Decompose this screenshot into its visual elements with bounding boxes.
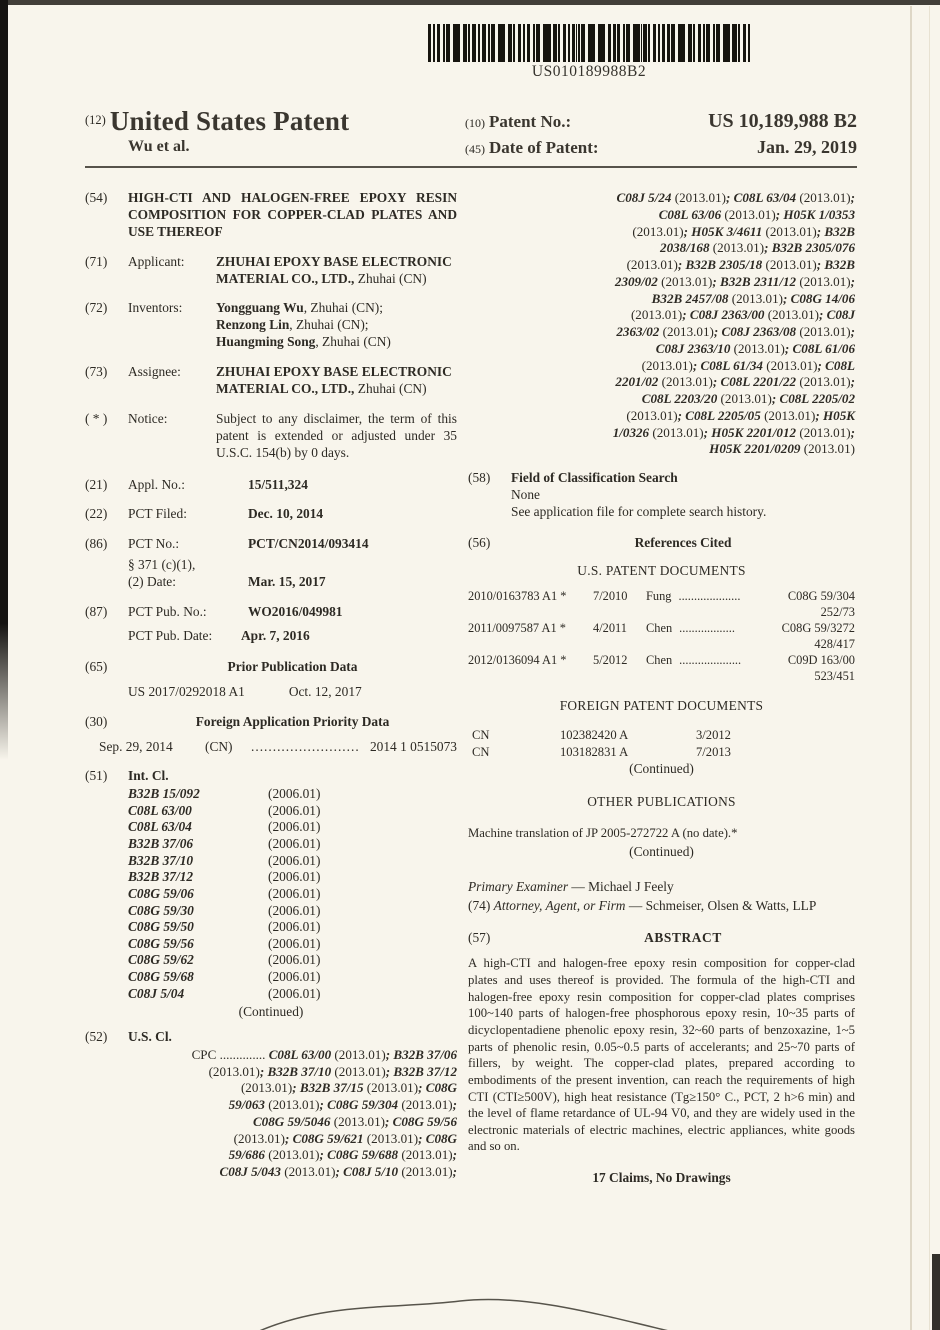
dot-leader: .........................: [251, 739, 360, 755]
int-cl-entry: C08J 5/04 (2006.01): [128, 985, 321, 1001]
field-search-heading: Field of Classification Search: [511, 470, 678, 485]
field-search-note: See application file for complete search history.: [511, 503, 767, 519]
masthead-left: [85, 106, 349, 162]
foreign-priority-heading-row: (30) Foreign Application Priority Data: [85, 714, 457, 731]
cpc-line: 2038/168 (2013.01); B32B 2305/076: [660, 240, 855, 256]
int-cl-list: [85, 786, 457, 1002]
inventor: Huangming Song, Zhuhai (CN): [216, 334, 391, 350]
pct-pub-date-row: [85, 628, 457, 645]
inventor: Yongguang Wu, Zhuhai (CN);: [216, 300, 383, 316]
masthead-right: [465, 106, 857, 162]
inventors-value: [216, 300, 457, 351]
cpc-line: C08G 59/5046 (2013.01); C08G 59/56: [252, 1113, 457, 1129]
cpc-line: B32B 2457/08 (2013.01); C08G 14/06: [651, 290, 855, 306]
pct-no-value: PCT/CN2014/093414: [248, 536, 369, 552]
cpc-line: (2013.01); B32B 2305/18 (2013.01); B32B: [626, 257, 855, 272]
int-cl-heading: Int. Cl.: [128, 768, 169, 784]
abstract-heading-row: (57) ABSTRACT: [468, 930, 855, 947]
cpc-line: C08J 2363/10 (2013.01); C08L 61/06: [655, 340, 855, 356]
us-cl-heading-row: (52) U.S. Cl.: [85, 1029, 457, 1046]
cpc-line: (2013.01); B32B 37/15 (2013.01); C08G: [240, 1080, 457, 1096]
us-references-list: [468, 589, 855, 684]
prior-pub-heading: Prior Publication Data: [227, 658, 358, 674]
int-cl-continued: (Continued): [238, 1004, 304, 1020]
appl-no-row: (21) Appl. No.: 15/511,324: [85, 477, 457, 494]
pct-no-label: PCT No.:: [128, 536, 180, 552]
references-heading: References Cited: [634, 534, 732, 550]
pct-filed-label: PCT Filed:: [128, 506, 187, 522]
pct-pub-no-value: WO2016/049981: [248, 604, 343, 620]
priority-country: (CN): [205, 739, 233, 755]
foreign-reference: CN 103182831 A 7/2013: [472, 744, 731, 759]
scan-artifact-corner: [932, 1254, 940, 1330]
int-cl-entry: C08G 59/56 (2006.01): [128, 935, 321, 951]
priority-data-line: [85, 739, 457, 756]
foreign-priority-heading: Foreign Application Priority Data: [195, 713, 390, 729]
other-publications-heading: OTHER PUBLICATIONS: [587, 793, 736, 809]
kind-code: (12): [85, 113, 106, 127]
int-cl-heading-row: (51) Int. Cl.: [85, 768, 457, 785]
cpc-line: C08L 2203/20 (2013.01); C08L 2205/02: [641, 391, 855, 406]
prior-pub-data: [85, 684, 457, 701]
cpc-line: C08L 63/06 (2013.01); H05K 1/0353: [658, 206, 855, 222]
other-continued: (Continued): [629, 843, 694, 859]
scan-artifact-page-edge: [910, 6, 912, 1330]
priority-date: Sep. 29, 2014: [99, 739, 173, 755]
abstract-text: A high-CTI and halogen-free epoxy resin composition for copper-clad plates and uses thereof is provided. The formula of the high-CTI and halogen-free epoxy resin composition for copper-clad plates comprises 100~140 parts of halogen-free phosphorous epoxy resin, 10~35 parts of dicyclopentadiene phenolic epoxy resin, 32~60 parts of benzoxazine, 1~5 parts of phenolic resin, 0.05~0.5 parts of accelerants; and 25~70 parts of fillers, by weight. The copper-clad plates, prepared according to embodiments of the present invention, can reach the requirements of high CTI (CTI≥500V), high heat resistance (Tg≥150° C., PCT, 2 h>6 min) and the level of flame retardance of UL-94 V0, and they are widely used in the electronic materials of electric machines, electric appliances, white goods and so on.: [468, 956, 855, 1154]
date-code: (45): [465, 142, 485, 156]
notice-label: Notice:: [128, 410, 168, 426]
us-reference: 2012/0136094 A1 * 5/2012 Chen .................... C09D 163/00 523/451: [468, 653, 855, 683]
cpc-line: 1/0326 (2013.01); H05K 2201/012 (2013.01);: [612, 424, 855, 440]
cpc-continuation: [468, 190, 855, 458]
cpc-list: [85, 1047, 457, 1181]
pct-pub-no-label: PCT Pub. No.:: [128, 604, 207, 620]
assignee-row: (73) Assignee: ZHUHAI EPOXY BASE ELECTRONIC MATERIAL CO., LTD., Zhuhai (CN): [85, 364, 457, 398]
pct-filed-value: Dec. 10, 2014: [248, 506, 324, 522]
field-search-none: None: [511, 486, 541, 502]
int-cl-entry: C08L 63/04 (2006.01): [128, 819, 321, 835]
int-cl-entry: B32B 37/10 (2006.01): [128, 852, 321, 868]
notice-text: Subject to any disclaimer, the term of this patent is extended or adjusted under 35 U.S.C. 154(b) by 0 days.: [216, 410, 457, 460]
int-cl-entry: B32B 37/06 (2006.01): [128, 836, 321, 852]
cpc-line: C08J 5/043 (2013.01); C08J 5/10 (2013.01);: [219, 1164, 457, 1180]
cpc-line: 59/063 (2013.01); C08G 59/304 (2013.01);: [228, 1097, 457, 1113]
pct-pub-date-label: PCT Pub. Date:: [128, 627, 213, 643]
examiner-name: — Michael J Feely: [571, 878, 674, 894]
claims-line: 17 Claims, No Drawings: [592, 1170, 731, 1186]
cpc-line: (2013.01); C08L 61/34 (2013.01); C08L: [641, 357, 855, 373]
prior-pub-heading-row: (65) Prior Publication Data: [85, 659, 457, 676]
barcode-number: US010189988B2: [531, 63, 647, 80]
int-cl-entry: C08G 59/62 (2006.01): [128, 952, 321, 968]
foreign-continued: (Continued): [629, 761, 694, 777]
other-publication: Machine translation of JP 2005-272722 A (no date).*: [468, 825, 738, 840]
s371-row: [85, 557, 457, 591]
primary-examiner-line: [468, 879, 855, 896]
us-reference: 2011/0097587 A1 * 4/2011 Chen .................. C08G 59/3272 428/417: [468, 621, 855, 651]
examiner-label: Primary Examiner: [468, 878, 569, 894]
page-title: United States Patent: [109, 106, 350, 136]
pct-pub-no-row: (87) PCT Pub. No.: WO2016/049981: [85, 604, 457, 621]
right-column: [468, 190, 855, 1187]
appl-no-value: 15/511,324: [248, 476, 308, 492]
cpc-line: C08J 5/24 (2013.01); C08L 63/04 (2013.01);: [616, 190, 855, 205]
invention-title-row: (54) HIGH-CTI AND HALOGEN-FREE EPOXY RESIN COMPOSITION FOR COPPER-CLAD PLATES AND USE THEREOF: [85, 190, 457, 239]
inventor-short-name: Wu et al.: [128, 138, 190, 155]
abstract-heading: ABSTRACT: [644, 929, 722, 945]
field-search-row: (58) Field of Classification Search None See application file for complete search history.: [468, 470, 855, 521]
attorney-label: Attorney, Agent, or Firm: [493, 897, 626, 913]
cpc-line: (2013.01); H05K 3/4611 (2013.01); B32B: [632, 223, 855, 239]
patent-no-code: (10): [465, 116, 485, 130]
cpc-line: 2363/02 (2013.01); C08J 2363/08 (2013.01);: [616, 324, 855, 339]
inventors-label: Inventors:: [128, 300, 183, 316]
cpc-line: (2013.01); C08G 59/621 (2013.01); C08G: [233, 1130, 457, 1146]
cpc-line: (2013.01); B32B 37/10 (2013.01); B32B 37/12: [208, 1063, 457, 1079]
attorney-code: (74): [468, 897, 491, 913]
cpc-line: (2013.01); C08L 2205/05 (2013.01); H05K: [626, 407, 855, 423]
cpc-line: H05K 2201/0209 (2013.01): [709, 441, 855, 457]
pct-no-row: (86) PCT No.: PCT/CN2014/093414: [85, 536, 457, 553]
cpc-line: (2013.01); C08J 2363/00 (2013.01); C08J: [630, 307, 855, 323]
inventor: Renzong Lin, Zhuhai (CN);: [216, 317, 369, 333]
us-patent-documents-heading: U.S. PATENT DOCUMENTS: [577, 562, 746, 578]
cpc-line: CPC .............. C08L 63/00 (2013.01); B32B 37/06: [191, 1046, 457, 1062]
masthead: [85, 106, 857, 162]
patent-date: Jan. 29, 2019: [756, 137, 857, 157]
cpc-line: 59/686 (2013.01); C08G 59/688 (2013.01);: [228, 1147, 457, 1163]
barcode-icon: [428, 24, 750, 62]
foreign-patent-documents-heading: FOREIGN PATENT DOCUMENTS: [559, 698, 764, 714]
inventors-row: (72) Inventors: Yongguang Wu, Zhuhai (CN); Renzong Lin, Zhuhai (CN); Huangming Song, Zhuhai (CN): [85, 300, 457, 351]
pct-filed-row: (22) PCT Filed: Dec. 10, 2014: [85, 506, 457, 523]
left-column: [85, 190, 457, 1181]
prior-pub-number: US 2017/0292018 A1: [128, 683, 245, 699]
applicant-row: (71) Applicant: ZHUHAI EPOXY BASE ELECTRONIC MATERIAL CO., LTD., Zhuhai (CN): [85, 254, 457, 288]
header-divider: [85, 166, 857, 168]
appl-no-label: Appl. No.:: [128, 476, 185, 492]
us-reference: 2010/0163783 A1 * 7/2010 Fung .................... C08G 59/304 252/73: [468, 589, 855, 619]
invention-title: HIGH-CTI AND HALOGEN-FREE EPOXY RESIN COMPOSITION FOR COPPER-CLAD PLATES AND USE THEREOF: [128, 190, 457, 239]
attorney-name: — Schmeiser, Olsen & Watts, LLP: [628, 897, 817, 913]
int-cl-entry: C08G 59/50 (2006.01): [128, 919, 321, 935]
scan-artifact-curve: [255, 1288, 675, 1330]
assignee-label: Assignee:: [128, 364, 181, 380]
cpc-line: 2201/02 (2013.01); C08L 2201/22 (2013.01);: [615, 374, 855, 390]
assignee-value: ZHUHAI EPOXY BASE ELECTRONIC MATERIAL CO., LTD., Zhuhai (CN): [216, 364, 452, 397]
prior-pub-date: Oct. 12, 2017: [288, 683, 362, 699]
us-cl-heading: U.S. Cl.: [128, 1029, 172, 1045]
int-cl-entry: B32B 15/092 (2006.01): [128, 786, 321, 802]
int-cl-entry: C08L 63/00 (2006.01): [128, 802, 321, 818]
foreign-reference: CN 102382420 A 3/2012: [472, 728, 731, 743]
int-cl-entry: C08G 59/30 (2006.01): [128, 902, 321, 918]
scan-artifact-left-bar: [0, 0, 8, 760]
attorney-line: [468, 898, 855, 915]
references-heading-row: (56) References Cited: [468, 535, 855, 552]
foreign-references-list: [468, 727, 855, 760]
s371-label: § 371 (c)(1), (2) Date:: [128, 557, 196, 590]
applicant-value: ZHUHAI EPOXY BASE ELECTRONIC MATERIAL CO., LTD., Zhuhai (CN): [216, 253, 452, 286]
int-cl-entry: C08G 59/06 (2006.01): [128, 885, 321, 901]
int-cl-entry: B32B 37/12 (2006.01): [128, 869, 321, 885]
patent-number: US 10,189,988 B2: [708, 110, 857, 132]
cpc-line: 2309/02 (2013.01); B32B 2311/12 (2013.01);: [614, 273, 855, 289]
notice-row: ( * ) Notice: Subject to any disclaimer, the term of this patent is extended or adjusted under 35 U.S.C. 154(b) by 0 days.: [85, 410, 457, 460]
field-search-block: [511, 470, 855, 521]
date-label: Date of Patent:: [489, 138, 599, 157]
s371-value: Mar. 15, 2017: [248, 574, 326, 590]
applicant-label: Applicant:: [128, 253, 185, 269]
int-cl-entry: C08G 59/68 (2006.01): [128, 968, 321, 984]
priority-number: 2014 1 0515073: [369, 739, 457, 755]
patent-no-label: Patent No.:: [489, 112, 572, 131]
scan-artifact-page-edge: [929, 6, 930, 1330]
scan-artifact-top-bar: [0, 0, 940, 5]
pct-pub-date-value: Apr. 7, 2016: [241, 627, 310, 643]
